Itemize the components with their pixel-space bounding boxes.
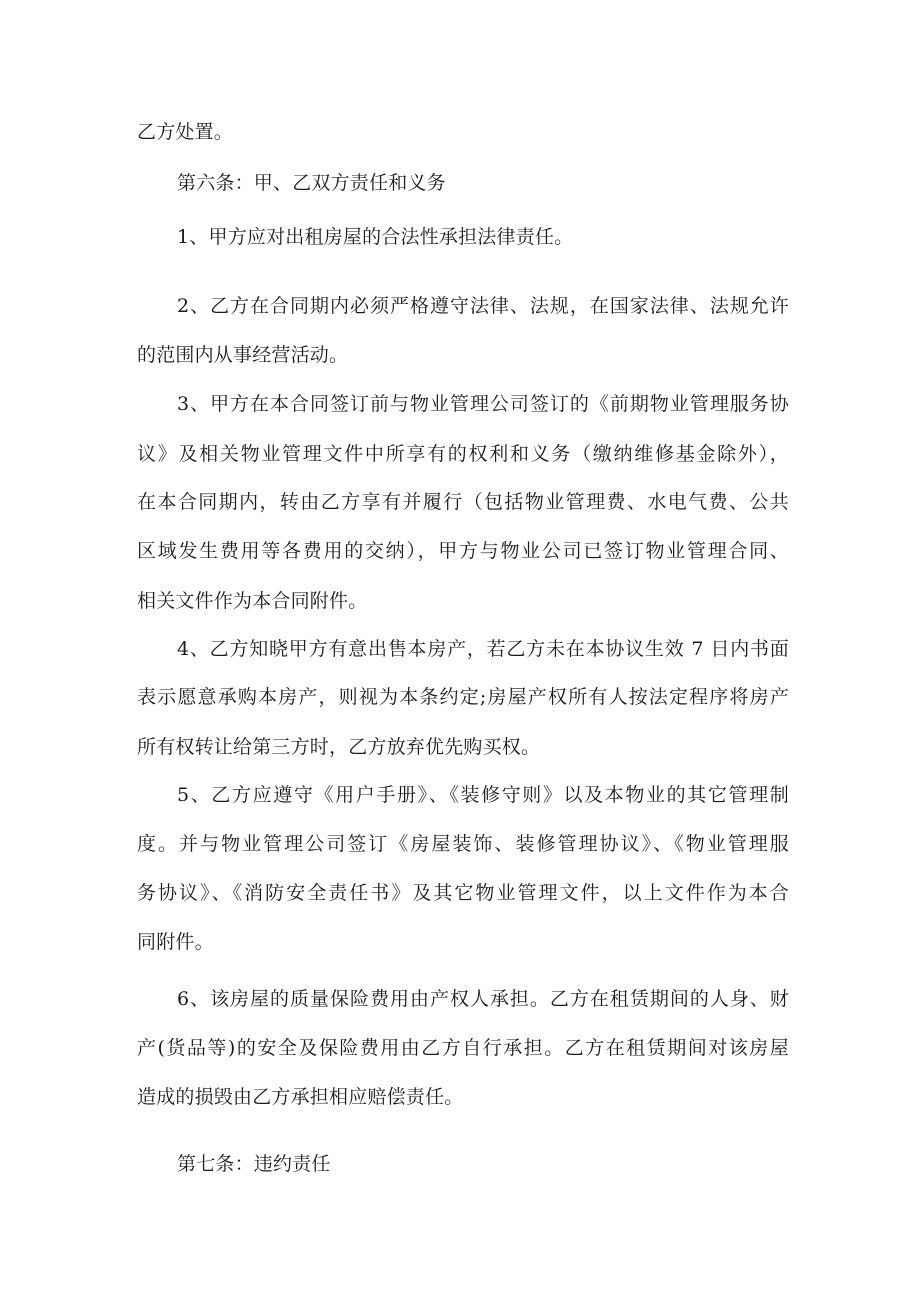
clause-6-6-line-3: 造成的损毁由乙方承担相应赔偿责任。: [137, 1086, 464, 1108]
clause-6-6-line-2: 产(货品等)的安全及保险费用由乙方自行承担。乙方在租赁期间对该房屋: [137, 1037, 789, 1059]
clause-6-4-line-2: 表示愿意承购本房产，则视为本条约定;房屋产权所有人按法定程序将房产: [137, 686, 789, 708]
clause-6-2-line-1: 2、乙方在合同期内必须严格遵守法律、法规，在国家法律、法规允许: [177, 295, 789, 317]
paragraph-line: 乙方处置。: [137, 121, 234, 143]
clause-6-4-line-3: 所有权转让给第三方时，乙方放弃优先购买权。: [137, 736, 541, 758]
clause-6-5-line-4: 同附件。: [137, 931, 214, 953]
clause-6-4-line-1: 4、乙方知晓甲方有意出售本房产，若乙方未在本协议生效 7 日内书面: [177, 638, 789, 660]
clause-6-2-line-2: 的范围内从事经营活动。: [137, 344, 349, 366]
clause-6-3-line-2: 议》及相关物业管理文件中所享有的权利和义务（缴纳维修基金除外），: [137, 443, 789, 465]
clause-6-5-line-1: 5、乙方应遵守《用户手册》、《装修守则》以及本物业的其它管理制: [177, 784, 789, 806]
section-heading-6: 第六条：甲、乙双方责任和义务: [177, 172, 446, 194]
clause-6-5-line-2: 度。并与物业管理公司签订《房屋装饰、装修管理协议》、《物业管理服: [137, 833, 789, 855]
clause-6-3-line-1: 3、甲方在本合同签订前与物业管理公司签订的《前期物业管理服务协: [177, 393, 789, 415]
clause-6-6-line-1: 6、该房屋的质量保险费用由产权人承担。乙方在租赁期间的人身、财: [177, 988, 789, 1010]
clause-6-3-line-5: 相关文件作为本合同附件。: [137, 590, 368, 612]
section-heading-7: 第七条：违约责任: [177, 1153, 331, 1175]
clause-6-3-line-4: 区域发生费用等各费用的交纳），甲方与物业公司已签订物业管理合同、: [137, 540, 789, 562]
clause-6-3-line-3: 在本合同期内，转由乙方享有并履行（包括物业管理费、水电气费、公共: [137, 491, 789, 513]
clause-6-1: 1、甲方应对出租房屋的合法性承担法律责任。: [177, 226, 574, 248]
clause-6-5-line-3: 务协议》、《消防安全责任书》及其它物业管理文件，以上文件作为本合: [137, 882, 789, 904]
